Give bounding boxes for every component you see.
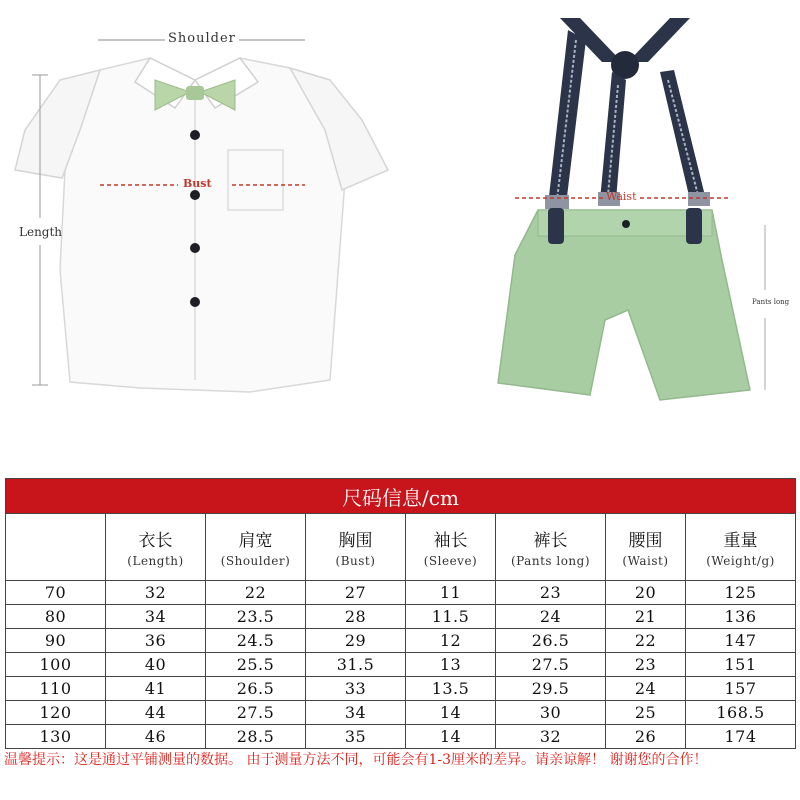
table-cell: 29 <box>306 629 406 653</box>
column-header <box>686 514 796 581</box>
table-cell: 29.5 <box>496 677 606 701</box>
column-header <box>606 514 686 581</box>
table-cell: 27.5 <box>206 701 306 725</box>
table-cell: 26.5 <box>496 629 606 653</box>
table-cell: 168.5 <box>686 701 796 725</box>
table-cell: 157 <box>686 677 796 701</box>
size-cell: 90 <box>6 629 106 653</box>
table-cell: 151 <box>686 653 796 677</box>
table-cell: 36 <box>106 629 206 653</box>
shorts-image <box>498 18 765 400</box>
table-cell: 14 <box>406 701 496 725</box>
table-cell: 11 <box>406 581 496 605</box>
table-cell: 22 <box>206 581 306 605</box>
table-cell: 27.5 <box>496 653 606 677</box>
table-cell: 23 <box>496 581 606 605</box>
column-header-zh: 衣长 <box>138 531 173 551</box>
column-header-en: (Pants long) <box>510 554 591 568</box>
table-header-row <box>6 514 796 581</box>
column-header <box>406 514 496 581</box>
table-cell: 26 <box>606 725 686 749</box>
table-row <box>6 581 796 605</box>
table-cell: 147 <box>686 629 796 653</box>
column-header-zh: 肩宽 <box>238 531 273 551</box>
size-cell: 110 <box>6 677 106 701</box>
table-cell: 25 <box>606 701 686 725</box>
table-cell: 34 <box>306 701 406 725</box>
column-header <box>306 514 406 581</box>
table-cell: 22 <box>606 629 686 653</box>
table-cell: 13 <box>406 653 496 677</box>
table-cell: 11.5 <box>406 605 496 629</box>
table-cell: 25.5 <box>206 653 306 677</box>
shirt-image <box>15 40 388 392</box>
table-cell: 46 <box>106 725 206 749</box>
table-cell: 13.5 <box>406 677 496 701</box>
table-cell: 136 <box>686 605 796 629</box>
table-cell: 28.5 <box>206 725 306 749</box>
column-header-zh: 袖长 <box>433 531 468 551</box>
table-cell: 24.5 <box>206 629 306 653</box>
table-cell: 23.5 <box>206 605 306 629</box>
column-header-en: (Weight/g) <box>706 554 775 568</box>
table-cell: 35 <box>306 725 406 749</box>
table-cell: 24 <box>606 677 686 701</box>
reminder-note: 温馨提示：这是通过平铺测量的数据。 由于测量方法不同，可能会有1-3厘米的差异。请亲谅解！ 谢谢您的合作！ <box>4 752 708 768</box>
table-cell: 20 <box>606 581 686 605</box>
table-row <box>6 701 796 725</box>
column-header-zh: 腰围 <box>628 531 663 551</box>
column-header <box>106 514 206 581</box>
table-cell: 30 <box>496 701 606 725</box>
column-header <box>206 514 306 581</box>
column-header <box>496 514 606 581</box>
size-cell: 130 <box>6 725 106 749</box>
column-header <box>6 514 106 581</box>
table-cell: 24 <box>496 605 606 629</box>
table-cell: 125 <box>686 581 796 605</box>
table-cell: 27 <box>306 581 406 605</box>
column-header-en: (Sleeve) <box>423 554 478 568</box>
pants-long-label: Pants long <box>752 298 790 306</box>
table-cell: 23 <box>606 653 686 677</box>
table-cell: 21 <box>606 605 686 629</box>
table-cell: 33 <box>306 677 406 701</box>
table-row <box>6 725 796 749</box>
column-header-zh: 裤长 <box>533 531 568 551</box>
size-chart-table <box>5 478 796 749</box>
table-cell: 14 <box>406 725 496 749</box>
table-row <box>6 677 796 701</box>
length-label: Length <box>19 225 63 239</box>
table-cell: 44 <box>106 701 206 725</box>
table-cell: 32 <box>106 581 206 605</box>
shoulder-label: Shoulder <box>165 31 239 46</box>
table-title: 尺码信息/cm <box>6 479 796 514</box>
table-cell: 32 <box>496 725 606 749</box>
table-cell: 174 <box>686 725 796 749</box>
table-cell: 12 <box>406 629 496 653</box>
size-cell: 120 <box>6 701 106 725</box>
table-cell: 26.5 <box>206 677 306 701</box>
table-cell: 40 <box>106 653 206 677</box>
column-header-zh: 胸围 <box>338 531 373 551</box>
table-cell: 34 <box>106 605 206 629</box>
column-header-en: (Length) <box>127 554 184 568</box>
column-header-en: (Waist) <box>622 554 669 568</box>
size-cell: 70 <box>6 581 106 605</box>
table-cell: 28 <box>306 605 406 629</box>
bust-label: Bust <box>183 177 212 190</box>
table-cell: 41 <box>106 677 206 701</box>
table-row <box>6 653 796 677</box>
table-row <box>6 629 796 653</box>
column-header-en: (Shoulder) <box>220 554 291 568</box>
table-row <box>6 605 796 629</box>
column-header-en: (Bust) <box>335 554 376 568</box>
size-cell: 80 <box>6 605 106 629</box>
table-cell: 31.5 <box>306 653 406 677</box>
size-cell: 100 <box>6 653 106 677</box>
waist-label: Waist <box>606 190 637 203</box>
column-header-zh: 重量 <box>723 531 758 551</box>
